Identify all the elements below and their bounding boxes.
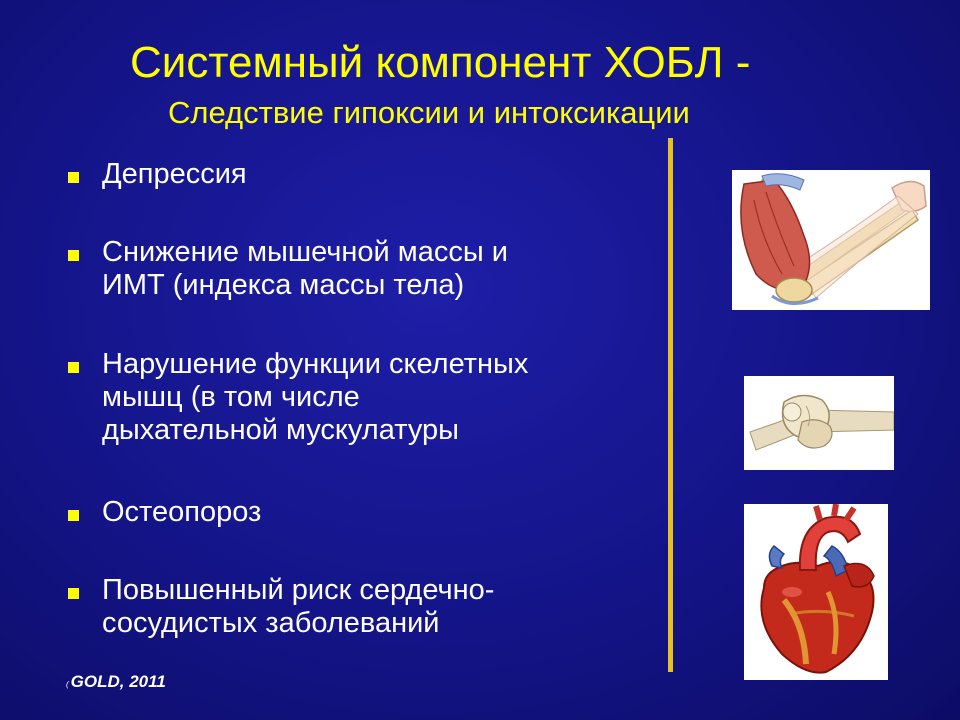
bullet-square-icon [68,362,79,373]
bullet-line: Повышенный риск сердечно- [102,574,495,606]
source-mark: ( [66,680,69,689]
bullet-text [102,348,662,447]
bullet-text [102,574,662,640]
bullet-line: Снижение мышечной массы и [102,236,508,268]
bullet-line: Депрессия [102,158,247,190]
source-citation [66,672,166,692]
bullet-square-icon [68,510,79,521]
slide-title: Системный компонент ХОБЛ - [130,38,751,87]
bullet-square-icon [68,250,79,261]
bullet-line: Остеопороз [102,496,262,528]
bullet-line: Нарушение функции скелетных [102,348,529,380]
bullet-square-icon [68,588,79,599]
knee-joint-bone-illustration [744,376,894,470]
arm-muscle-illustration [732,170,930,310]
source-text: GOLD, 2011 [70,672,166,691]
bullet-square-icon [68,172,79,183]
slide-subtitle: Следствие гипоксии и интоксикации [168,95,690,130]
bullet-line: сосудистых заболеваний [102,607,440,639]
bullet-text [102,496,662,529]
heart-illustration [744,504,888,680]
bullet-line: дыхательной мускулатуры [102,414,459,446]
bullet-line: мышц (в том числе [102,381,360,413]
bullet-text [102,236,662,302]
bullet-line: ИМТ (индекса массы тела) [102,269,465,301]
bullet-text [102,158,662,191]
vertical-divider [668,138,673,672]
